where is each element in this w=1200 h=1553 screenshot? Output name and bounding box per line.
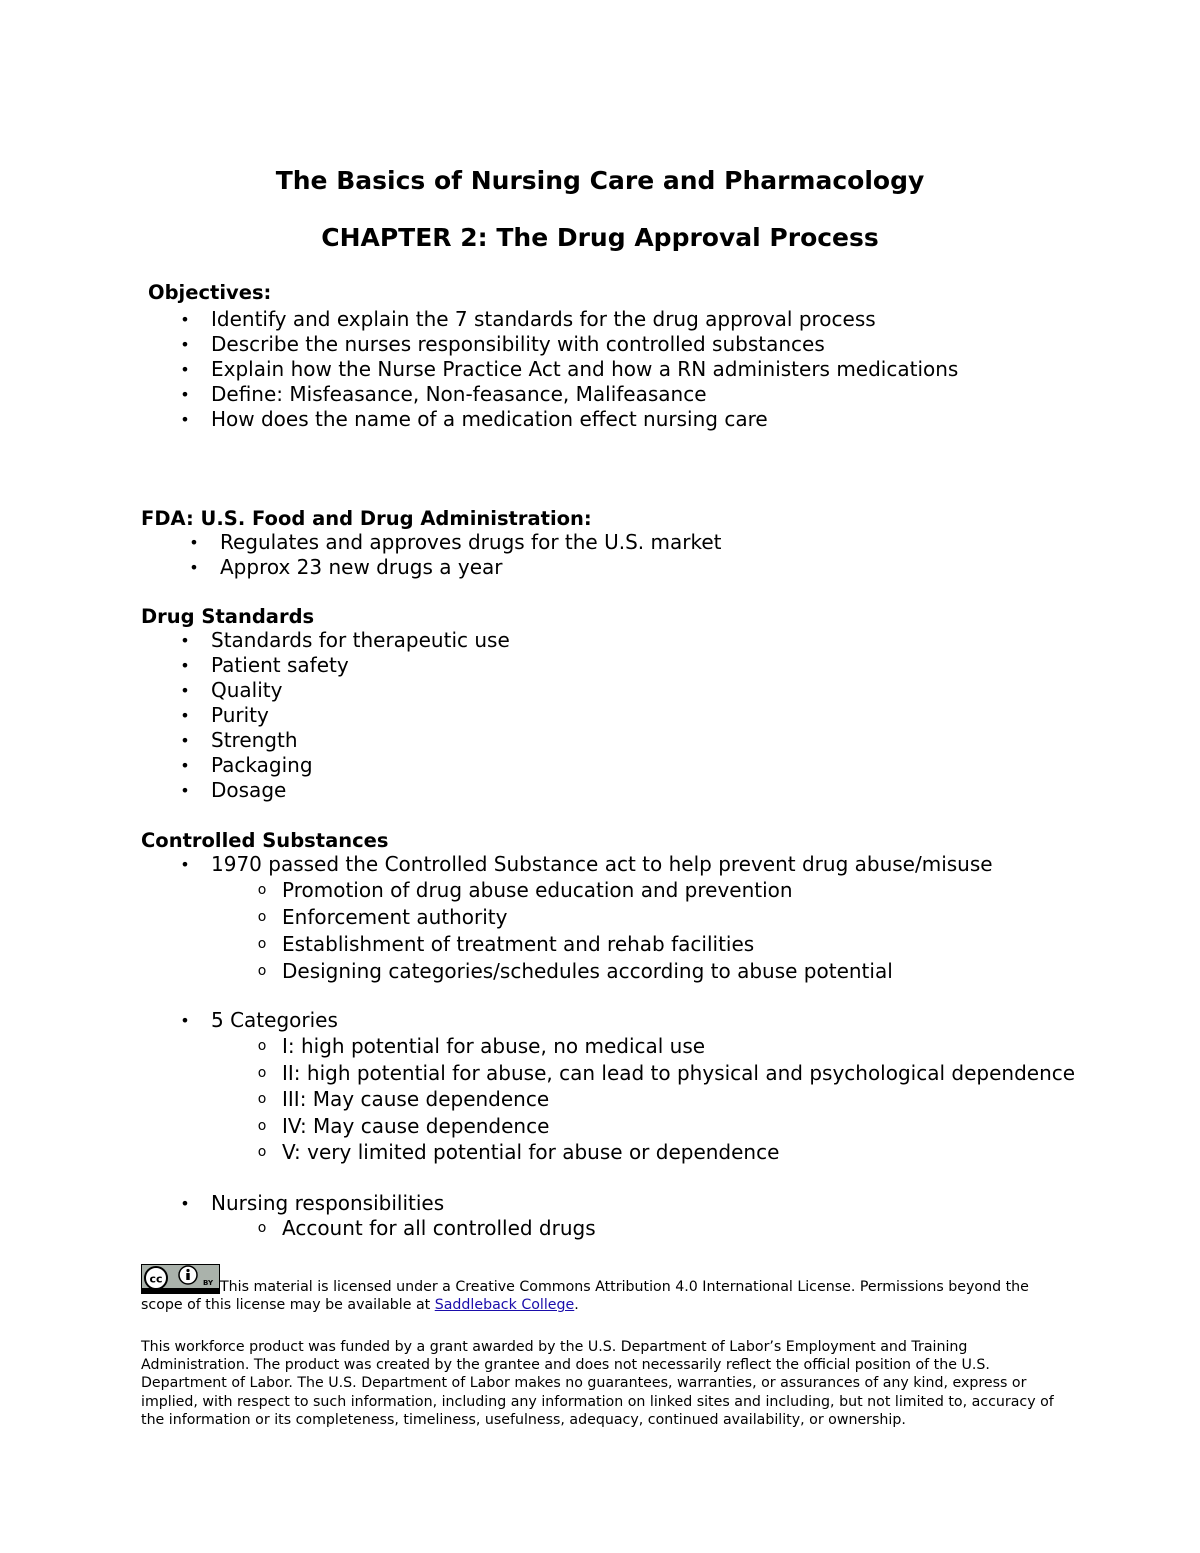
sub-bullet-icon: o (257, 1117, 267, 1134)
list-item: • Explain how the Nurse Practice Act and how a RN administers medications (211, 357, 958, 382)
creative-commons-by-icon[interactable] (141, 1264, 220, 1294)
bullet-icon: • (180, 855, 190, 874)
sub-bullet-icon: o (257, 1064, 267, 1081)
bullet-icon: • (180, 781, 190, 800)
list-item: • Quality (211, 678, 510, 703)
fda-heading: FDA: U.S. Food and Drug Administration: (141, 507, 592, 530)
objectives-heading: Objectives: (148, 281, 272, 304)
list-item: o III: May cause dependence (282, 1086, 1075, 1113)
drug-standards-heading: Drug Standards (141, 605, 315, 628)
list-item: • Regulates and approves drugs for the U.S. market (220, 530, 721, 555)
list-item: • Strength (211, 728, 510, 753)
list-item: • Approx 23 new drugs a year (220, 555, 721, 580)
bullet-icon: • (180, 656, 190, 675)
chapter-title: CHAPTER 2: The Drug Approval Process (321, 223, 879, 252)
bullet-icon: • (189, 533, 199, 552)
list-item: • Packaging (211, 753, 510, 778)
list-item: • Standards for therapeutic use (211, 628, 510, 653)
svg-text:BY: BY (203, 1279, 214, 1287)
controlled-sublist-3 (257, 1216, 596, 1241)
sub-bullet-icon: o (257, 963, 267, 979)
list-item: o II: high potential for abuse, can lead to physical and psychological dependence (282, 1060, 1075, 1087)
list-item: • Dosage (211, 778, 510, 803)
sub-bullet-icon: o (257, 882, 267, 898)
license-notice: cc BY This material is licensed under a Creative Commons Attribution 4.0 International License. Permissions beyond the scope of this license may be available at Saddleback College. (141, 1264, 1066, 1314)
controlled-list-3 (180, 1191, 445, 1216)
bullet-icon: • (180, 385, 190, 404)
sub-bullet-icon: o (257, 909, 267, 925)
sub-bullet-icon: o (257, 936, 267, 952)
bullet-icon: • (180, 706, 190, 725)
document-title: The Basics of Nursing Care and Pharmacology (275, 166, 925, 195)
saddleback-college-link[interactable]: Saddleback College (434, 1297, 575, 1314)
bullet-icon: • (189, 558, 199, 577)
bullet-icon: • (180, 310, 190, 329)
list-item: o Designing categories/schedules according to abuse potential (282, 958, 893, 985)
list-item: • Patient safety (211, 653, 510, 678)
list-item: • Define: Misfeasance, Non-feasance, Malifeasance (211, 382, 958, 407)
fda-list (189, 530, 722, 580)
list-item: o V: very limited potential for abuse or dependence (282, 1139, 1075, 1166)
list-item: • Purity (211, 703, 510, 728)
sub-bullet-icon: o (257, 1091, 267, 1107)
bullet-icon: • (180, 681, 190, 700)
list-item: o Enforcement authority (282, 904, 893, 931)
list-item: o I: high potential for abuse, no medical use (282, 1033, 1075, 1060)
bullet-icon: • (180, 731, 190, 750)
objectives-list (180, 307, 959, 432)
sub-bullet-icon: o (257, 1144, 267, 1160)
bullet-icon: • (180, 335, 190, 354)
list-item: o Account for all controlled drugs (282, 1216, 596, 1241)
controlled-substances-heading: Controlled Substances (141, 829, 389, 852)
bullet-icon: • (180, 360, 190, 379)
controlled-list-2 (180, 1008, 338, 1033)
list-item: o Establishment of treatment and rehab facilities (282, 931, 893, 958)
list-item: • 5 Categories (211, 1008, 338, 1033)
drug-standards-list (180, 628, 510, 803)
sub-bullet-icon: o (257, 1220, 267, 1236)
list-item: o Promotion of drug abuse education and prevention (282, 877, 893, 904)
svg-text:cc: cc (149, 1272, 163, 1286)
sub-bullet-icon: o (257, 1038, 267, 1054)
list-item: • How does the name of a medication effect nursing care (211, 407, 958, 432)
list-item: • 1970 passed the Controlled Substance act to help prevent drug abuse/misuse (211, 852, 993, 877)
funding-disclaimer: This workforce product was funded by a grant awarded by the U.S. Department of Labor’s Employment and Training Administration. The product was created by the grantee and does not necessarily reflect the official position of the U.S. Department of Labor. The U.S. Department of Labor makes no guarantees, warranties, or assurances of any kind, express or implied, with respect to such information, including any information on linked sites and including, but not limited to, accuracy of the information or its completeness, timeliness, usefulness, adequacy, continued availability, or ownership. (141, 1339, 1054, 1428)
bullet-icon: • (180, 1194, 190, 1213)
bullet-icon: • (180, 1011, 190, 1030)
controlled-sublist-2 (257, 1033, 1076, 1166)
bullet-icon: • (180, 410, 190, 429)
list-item: • Identify and explain the 7 standards for the drug approval process (211, 307, 958, 332)
controlled-sublist-1 (257, 877, 893, 985)
list-item: • Nursing responsibilities (211, 1191, 444, 1216)
controlled-list-1 (180, 852, 993, 877)
list-item: • Describe the nurses responsibility with controlled substances (211, 332, 958, 357)
bullet-icon: • (180, 756, 190, 775)
bullet-icon: • (180, 631, 190, 650)
list-item: o IV: May cause dependence (282, 1113, 1075, 1140)
